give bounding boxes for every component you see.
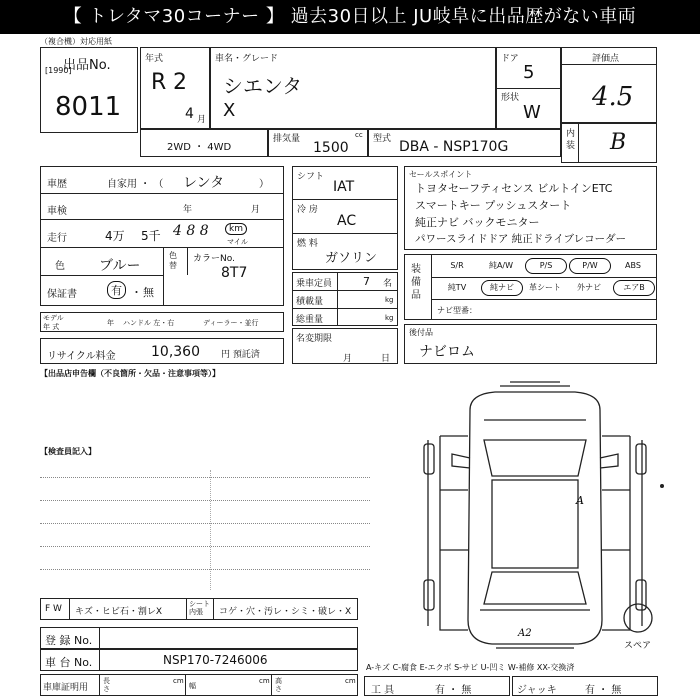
recycle-unit: 円 預託済 xyxy=(221,350,260,360)
history-label: 車歴 xyxy=(47,179,67,190)
fuel-label: 燃 料 xyxy=(297,239,318,249)
inspection-label: 車検 xyxy=(47,206,67,217)
name-change-day: 日 xyxy=(381,354,391,364)
model-year-handle: ハンドル 左・右 xyxy=(123,319,175,327)
equip-ps: P/S xyxy=(525,258,567,274)
mileage-label: 走行 xyxy=(47,233,67,244)
navi-model-label: ナビ型番： xyxy=(437,306,477,315)
shape-value: W xyxy=(523,102,541,123)
warranty-no: 無 xyxy=(143,286,154,299)
mileage-handwritten: 4 8 8 xyxy=(173,223,209,239)
score-label: 評価点 xyxy=(592,54,620,64)
cert-height: 高さ xyxy=(275,677,282,693)
equip-tv: 純TV xyxy=(447,283,467,292)
cert-length: 長さ xyxy=(103,677,110,693)
gross-label: 総重量 xyxy=(296,315,324,325)
doors-box xyxy=(496,47,561,129)
cert-unit: cm xyxy=(345,677,356,685)
mileage-unit: km xyxy=(225,223,247,235)
chassis-label: 車 台 No. xyxy=(45,656,93,669)
color-code: 8T7 xyxy=(221,265,248,281)
model-year-dealer: ディーラー・並行 xyxy=(203,319,259,327)
year-box xyxy=(140,47,210,129)
year-value: 2 xyxy=(173,70,187,95)
lot-box xyxy=(40,47,138,133)
interior-label: 内装 xyxy=(566,129,576,151)
shape-label: 形状 xyxy=(501,93,520,103)
cert-unit: cm xyxy=(259,677,270,685)
cert-label: 車庫証明用 xyxy=(43,683,89,693)
score-box xyxy=(561,47,657,123)
name-change-box xyxy=(292,328,398,364)
registration-label: 登 録 No. xyxy=(45,634,93,647)
sales-point-line: パワースライドドア 純正ドライブレコーダー xyxy=(415,233,627,245)
equip-ext-navi: 外ナビ xyxy=(577,283,601,292)
displacement-box xyxy=(268,129,368,157)
color-code-label: カラーNo. xyxy=(193,254,235,264)
sales-point-line: トヨタセーフティセンス ビルトインETC xyxy=(415,182,613,195)
tools-box xyxy=(364,676,510,696)
name-change-label: 名変期限 xyxy=(296,334,333,344)
model-year-label2: 年 式 xyxy=(43,323,60,331)
model-name: シエンタ xyxy=(223,74,303,98)
displacement-unit: cc xyxy=(355,131,363,139)
color-value: ブルー xyxy=(99,258,141,274)
shift-value: IAT xyxy=(333,179,355,195)
inspector-header: 【検査員記入】 xyxy=(40,447,96,456)
drive-value: 2WD ・ 4WD xyxy=(167,142,232,153)
spare-label: スペア xyxy=(624,641,652,651)
type-code-value: DBA - NSP170G xyxy=(399,139,509,155)
jack-box xyxy=(512,676,658,696)
fw-label: F W xyxy=(45,604,62,614)
capacity-value: 7 xyxy=(363,275,370,288)
gross-unit: kg xyxy=(385,314,394,322)
recycle-label: リサイクル料金 xyxy=(47,351,116,362)
doors-value: 5 xyxy=(523,62,535,83)
tools-value: 有 ・ 無 xyxy=(435,685,472,696)
recycle-value: 10,360 xyxy=(151,344,200,360)
equip-leather: 革シート xyxy=(529,283,561,292)
inspection-month-unit: 月 xyxy=(251,205,261,215)
model-label: 車名・グレード xyxy=(215,54,279,64)
seat-label: シート 内張 xyxy=(189,600,210,616)
color-change-label: 色替 xyxy=(169,251,177,270)
equip-alloy: 純A/W xyxy=(488,261,514,270)
cert-unit: cm xyxy=(173,677,184,685)
cert-row xyxy=(40,674,358,696)
model-grade: X xyxy=(223,100,236,121)
detail-table: 車歴 自家用 ・ （ レンタ ） 車検 年 月 走行 4万 5千 4 8 8 km マイル 色 ブルー 色替 カラーNo. 8T7 保証書 有 ・ 無 xyxy=(40,166,284,306)
sales-points-box xyxy=(404,166,657,250)
equip-airbag: エアB xyxy=(613,280,655,296)
displacement-value: 1500 xyxy=(313,140,349,156)
damage-row xyxy=(40,598,358,620)
equip-pw: P/W xyxy=(569,258,611,274)
damage-legend: A-キズ C-腐食 E-エクボ S-サビ U-凹ミ W-補修 XX-交換済 xyxy=(366,663,575,672)
jack-value: 有 ・ 無 xyxy=(585,685,622,696)
chassis-value: NSP170-7246006 xyxy=(163,653,268,667)
name-change-month: 月 xyxy=(343,354,353,364)
score-value: 4.5 xyxy=(592,82,634,112)
sales-point-line: 純正ナビ バックモニター xyxy=(415,216,540,229)
tools-label: 工 具 xyxy=(371,685,395,696)
aftermarket-value: ナビロム xyxy=(419,344,475,360)
aftermarket-label: 後付品 xyxy=(409,328,433,337)
equipment-box xyxy=(404,254,657,320)
sales-point-line: スマートキー プッシュスタート xyxy=(415,199,572,212)
load-label: 積載量 xyxy=(296,297,324,307)
year-month-unit: 月 xyxy=(197,115,207,125)
year-month: 4 xyxy=(185,106,194,122)
warranty-yes: 有 xyxy=(107,281,126,299)
displacement-label: 排気量 xyxy=(273,134,301,144)
cert-width: 幅 xyxy=(189,682,196,690)
model-year-row xyxy=(40,312,284,332)
doors-label: ドア xyxy=(501,54,519,64)
mileage-man: 4万 xyxy=(105,229,125,243)
seat-text: コゲ・穴・汚レ・シミ・破レ・X xyxy=(219,607,352,617)
warranty-label: 保証書 xyxy=(47,289,77,300)
auction-banner: 【 トレタマ30コーナー 】 過去30日以上 JU岐阜に出品歴がない車両 xyxy=(0,0,700,34)
aftermarket-box xyxy=(404,324,657,364)
lot-stamp: [1990] xyxy=(45,66,72,75)
damage-mark-a2: A2 xyxy=(518,628,532,639)
history-value: レンタ xyxy=(183,175,225,191)
capacity-label: 乗車定員 xyxy=(296,279,333,289)
lot-number: 8011 xyxy=(55,92,122,122)
drive-box xyxy=(140,129,268,157)
capacity-unit: 名 xyxy=(383,279,393,289)
year-era: R xyxy=(151,70,167,95)
capacity-box xyxy=(292,272,398,326)
mileage-sen: 5千 xyxy=(141,229,161,243)
equipment-label: 装備品 xyxy=(411,264,421,301)
fw-text: キズ・ヒビ石・割レX xyxy=(75,607,162,617)
ac-value: AC xyxy=(337,213,357,229)
equip-abs: ABS xyxy=(625,261,641,270)
history-close: ） xyxy=(259,179,269,190)
model-year-unit: 年 xyxy=(107,319,114,327)
interior-value: B xyxy=(610,130,627,155)
equip-sr: S/R xyxy=(450,261,464,270)
spec-box xyxy=(292,166,398,270)
fuel-value: ガソリン xyxy=(325,251,378,266)
car-damage-diagram xyxy=(400,380,670,660)
jack-label: ジャッキ xyxy=(517,685,557,696)
shift-label: シフト xyxy=(297,172,325,182)
history-options: 自家用 ・ （ xyxy=(107,179,164,190)
interior-box xyxy=(561,123,657,163)
notes-header: 【出品店申告欄（不良箇所・欠品・注意事項等）】 xyxy=(40,369,220,378)
inspection-year-unit: 年 xyxy=(183,205,193,215)
mileage-unit2: マイル xyxy=(227,238,248,246)
damage-mark-a: A xyxy=(576,494,584,507)
sales-points-label: セールスポイント xyxy=(409,170,473,179)
form-header: （複合機）対応用紙 xyxy=(40,37,112,46)
color-label: 色 xyxy=(55,261,65,272)
year-label: 年式 xyxy=(145,54,164,64)
registration-row xyxy=(40,627,358,649)
chassis-row xyxy=(40,649,358,671)
load-unit: kg xyxy=(385,296,394,304)
lot-label: 出品No. xyxy=(63,58,111,73)
ac-label: 冷 房 xyxy=(297,205,318,215)
model-year-label1: モデル xyxy=(43,314,64,322)
model-box xyxy=(210,47,496,129)
recycle-box xyxy=(40,338,284,364)
type-code-label: 型式 xyxy=(373,134,392,144)
type-code-box xyxy=(368,129,561,157)
equip-navi: 純ナビ xyxy=(481,280,523,296)
